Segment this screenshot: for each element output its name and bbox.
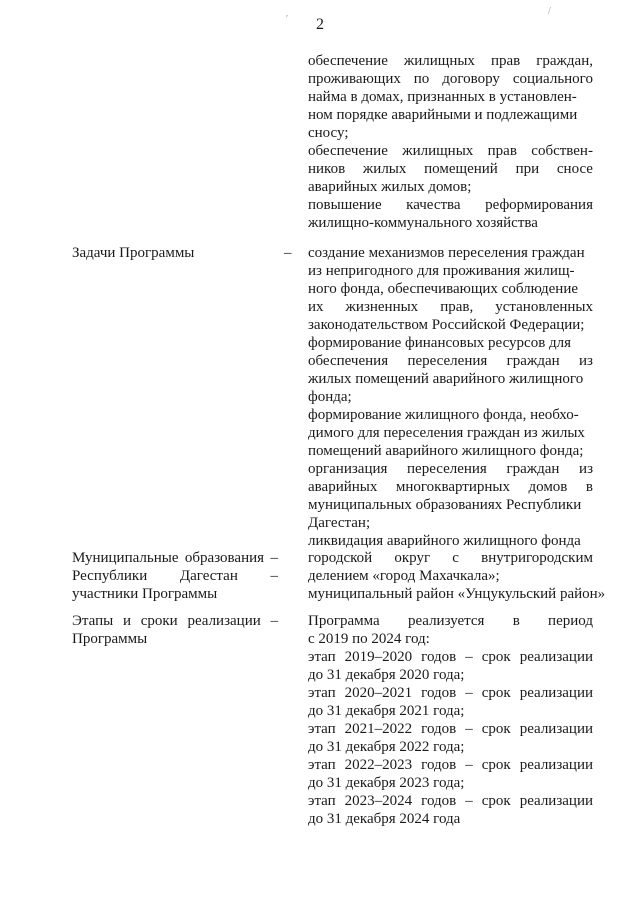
tasks-word: из <box>579 461 593 477</box>
participants-word: городской <box>308 550 373 566</box>
goals-line <box>308 196 593 214</box>
goals-line <box>308 160 593 178</box>
stages-word: реализации <box>519 757 593 773</box>
stages-label-word: и <box>122 613 131 629</box>
participants-label-word: Муниципальные <box>72 550 179 566</box>
stages-word: годов <box>421 793 457 809</box>
participants-word: с <box>452 550 459 566</box>
stages-line: с 2019 по 2024 год: <box>308 631 430 647</box>
stages-word: 2021–2022 <box>344 721 413 737</box>
stages-word: реализации <box>519 793 593 809</box>
stages-word: – <box>465 685 473 701</box>
tasks-line: Дагестан; <box>308 515 371 531</box>
goals-word: реформирования <box>485 197 593 213</box>
participants-label-word: Дагестан <box>179 568 238 584</box>
stages-word: срок <box>481 685 511 701</box>
goals-line <box>308 52 593 70</box>
stages-word: годов <box>421 649 457 665</box>
stages-label-line <box>72 612 278 630</box>
goals-word: ников <box>308 161 346 177</box>
stages-word: реализации <box>519 649 593 665</box>
stages-word: срок <box>481 793 511 809</box>
tasks-word: аварийных <box>308 479 378 495</box>
goals-word: проживающих <box>308 71 401 87</box>
tasks-label-text: Задачи Программы <box>72 245 195 261</box>
goals-line <box>308 70 593 88</box>
tasks-line: димого для переселения граждан из жилых <box>308 425 585 441</box>
stages-word: срок <box>481 721 511 737</box>
participants-value <box>308 549 606 603</box>
tasks-line <box>308 478 593 496</box>
participants-label-line <box>72 549 278 567</box>
stages-word: – <box>465 721 473 737</box>
tasks-line: ликвидация аварийного жилищного фонда <box>308 533 581 549</box>
tasks-line: жилых помещений аварийного жилищного <box>308 371 584 387</box>
stages-line <box>308 684 593 702</box>
participants-label-line: участники Программы <box>72 586 218 602</box>
stages-label-word: Этапы <box>72 613 114 629</box>
goals-word: повышение <box>308 197 382 213</box>
tasks-word: их <box>308 299 324 315</box>
participants-line: делением «город Махачкала»; <box>308 568 500 584</box>
goals-word: жилых <box>362 161 407 177</box>
stages-word: срок <box>481 649 511 665</box>
stages-word: этап <box>308 649 336 665</box>
tasks-label <box>72 244 278 262</box>
tasks-line: из непригодного для проживания жилищ- <box>308 263 575 279</box>
stages-label-word: – <box>270 613 278 629</box>
tasks-line <box>308 352 593 370</box>
stages-line <box>308 720 593 738</box>
participants-word: внутригородским <box>481 550 593 566</box>
stages-word: реализуется <box>407 613 485 629</box>
tasks-word: граждан <box>506 461 560 477</box>
participants-label-line <box>72 567 278 585</box>
stages-line: до 31 декабря 2020 года; <box>308 667 465 683</box>
stages-line: до 31 декабря 2023 года; <box>308 775 465 791</box>
goals-line: аварийных жилых домов; <box>308 179 472 195</box>
goals-word: граждан, <box>536 53 593 69</box>
goals-word: прав <box>487 143 517 159</box>
tasks-word: в <box>585 479 593 495</box>
stages-line <box>308 756 593 774</box>
tasks-word: переселения <box>407 353 488 369</box>
tasks-value <box>308 244 593 550</box>
tasks-word: организация <box>308 461 388 477</box>
stages-word: реализации <box>519 685 593 701</box>
stages-word: этап <box>308 685 336 701</box>
goals-line: сносу; <box>308 125 349 141</box>
stages-label <box>72 612 278 648</box>
goals-word: собствен- <box>531 143 593 159</box>
tasks-line: ного фонда, обеспечивающих соблюдение <box>308 281 579 297</box>
stages-line <box>308 612 593 630</box>
goals-word: по <box>413 71 430 87</box>
tasks-line: муниципальных образованиях Республики <box>308 497 582 513</box>
tasks-line <box>308 298 593 316</box>
tasks-line: фонда; <box>308 389 352 405</box>
stages-label-word: сроки <box>140 613 178 629</box>
goals-line: ном порядке аварийными и подлежащими <box>308 107 578 123</box>
stages-word: годов <box>421 757 457 773</box>
tasks-line: помещений аварийного жилищного фонда; <box>308 443 584 459</box>
stages-word: – <box>465 793 473 809</box>
goals-word: обеспечение <box>308 53 388 69</box>
stages-line: до 31 декабря 2021 года; <box>308 703 465 719</box>
page-number: 2 <box>316 16 324 33</box>
stages-word: 2022–2023 <box>344 757 413 773</box>
stages-word: 2019–2020 <box>344 649 413 665</box>
participants-label-word: – <box>270 550 278 566</box>
stages-label-line: Программы <box>72 631 148 647</box>
goals-word: жилищных <box>402 143 474 159</box>
stages-word: период <box>548 613 593 629</box>
stages-value <box>308 612 593 828</box>
goals-line: найма в домах, признанных в установлен- <box>308 89 577 105</box>
tasks-word: переселения <box>407 461 487 477</box>
stages-word: в <box>512 613 520 629</box>
goals-word: при <box>515 161 540 177</box>
stages-word: Программа <box>308 613 380 629</box>
tasks-word: из <box>579 353 593 369</box>
goals-word: социального <box>512 71 593 87</box>
participants-label-word: образования <box>184 550 265 566</box>
stages-word: этап <box>308 793 336 809</box>
stages-line <box>308 792 593 810</box>
tasks-word: установленных <box>495 299 593 315</box>
goals-word: помещений <box>424 161 498 177</box>
stages-word: 2023–2024 <box>344 793 413 809</box>
stages-word: этап <box>308 757 336 773</box>
participants-label-word: Республики <box>72 568 148 584</box>
stages-line: до 31 декабря 2022 года; <box>308 739 465 755</box>
participants-word: округ <box>394 550 431 566</box>
goals-value <box>308 52 593 232</box>
stages-word: – <box>465 649 473 665</box>
stages-word: реализации <box>519 721 593 737</box>
goals-word: договору <box>442 71 500 87</box>
tasks-word: граждан <box>506 353 560 369</box>
tasks-line: формирование финансовых ресурсов для <box>308 335 572 351</box>
tasks-word: жизненных <box>345 299 419 315</box>
stages-line: до 31 декабря 2024 года <box>308 811 461 827</box>
tasks-line: законодательством Российской Федерации; <box>308 317 585 333</box>
tasks-line: создание механизмов переселения граждан <box>308 245 585 261</box>
participants-label-word: – <box>270 568 278 584</box>
tasks-word: прав, <box>440 299 474 315</box>
tasks-line <box>308 460 593 478</box>
stages-word: 2020–2021 <box>344 685 413 701</box>
stages-word: годов <box>421 721 457 737</box>
stages-word: годов <box>421 685 457 701</box>
goals-word: качества <box>406 197 461 213</box>
goals-word: прав <box>490 53 521 69</box>
stages-word: – <box>465 757 473 773</box>
goals-word: жилищных <box>403 53 475 69</box>
stages-line <box>308 648 593 666</box>
goals-line <box>308 142 593 160</box>
goals-line: жилищно-коммунального хозяйства <box>308 215 538 231</box>
participants-line: муниципальный район «Унцукульский район» <box>308 586 606 602</box>
tasks-word: обеспечения <box>308 353 389 369</box>
scan-artifact: ′ <box>286 14 289 25</box>
stages-word: этап <box>308 721 336 737</box>
tasks-word: домов <box>528 479 568 495</box>
goals-word: обеспечение <box>308 143 388 159</box>
stages-label-word: реализации <box>187 613 261 629</box>
scan-artifact: / <box>548 6 551 17</box>
tasks-word: многоквартирных <box>395 479 510 495</box>
tasks-dash: – <box>284 245 292 261</box>
participants-label <box>72 549 278 603</box>
goals-word: сносе <box>556 161 593 177</box>
participants-line <box>308 549 593 567</box>
tasks-line: формирование жилищного фонда, необхо- <box>308 407 579 423</box>
stages-word: срок <box>481 757 511 773</box>
